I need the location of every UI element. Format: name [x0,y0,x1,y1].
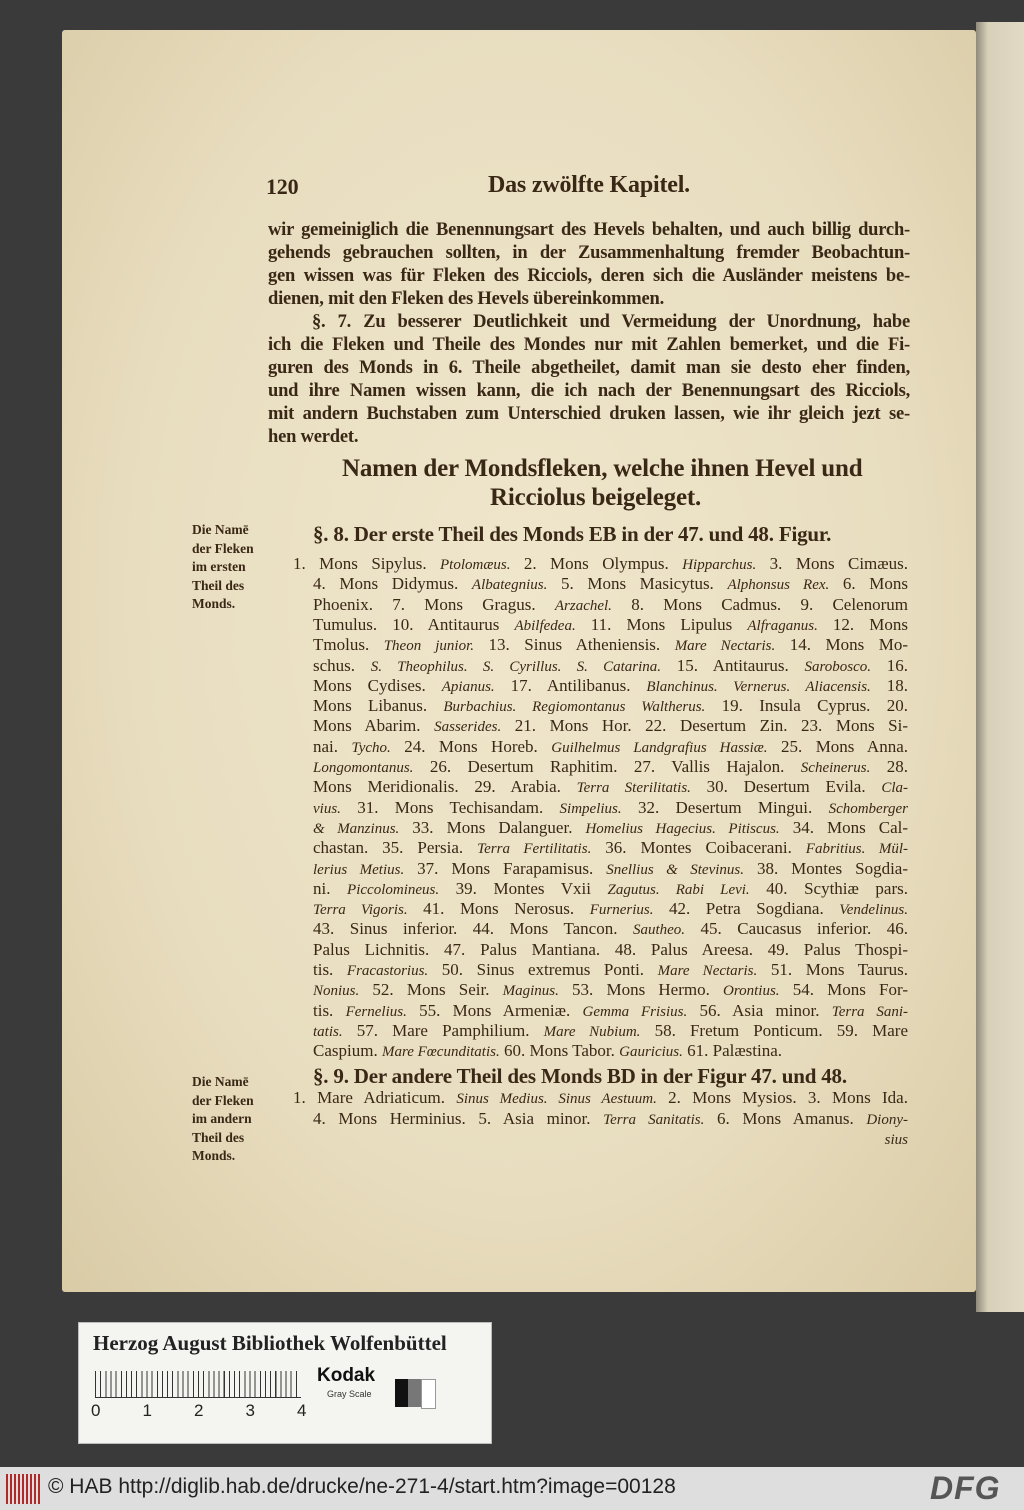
text-line: guren des Monds in 6. Theile abgetheilet, damit man sie desto eher finden, [268,358,910,378]
italic-name: Homelius Hagecius. Pitiscus. [585,820,780,837]
italic-name: Scheinerus. [800,760,871,776]
roman-name: 52. Mons Seir. [359,980,503,1000]
italic-name: Terra Sani- [831,1003,908,1020]
margin-note-line: der Fleken [192,1092,254,1108]
roman-name: 39. Montes Vxii [439,878,608,898]
ruler-number: 2 [194,1401,204,1420]
roman-name: 4. Mons Didymus. [313,574,472,594]
roman-name: 31. Mons Techisandam. [340,797,560,817]
italic-name: Fernelius. [345,1003,407,1020]
italic-name: Theon junior. [383,638,474,655]
italic-name: Mare Nubium. [543,1023,641,1040]
italic-name: Fracastorius. [346,963,429,979]
margin-note-line: Theil des [192,1129,245,1145]
italic-name: Maginus. [502,983,559,1000]
roman-name: 6. Mons Amanus. [704,1108,867,1128]
roman-name: 38. Montes Sogdia- [744,858,908,878]
italic-name: sius [884,1132,908,1148]
italic-name: lerius Metius. [313,861,405,878]
gray-patch-white [421,1379,436,1409]
italic-name: vius. [313,800,341,817]
italic-name: Guilhelmus Landgrafius Hassiæ. [551,739,768,756]
text-line: und ihre Namen wissen kann, die ich nach der Benennungsart des Ricciols, [268,381,910,401]
italic-name: & Manzinus. [313,820,400,837]
roman-name: tis. [313,1000,346,1020]
italic-name: Snellius & Stevinus. [606,861,744,878]
section-heading-line-2: Ricciolus beigeleget. [490,484,702,511]
roman-name: Mons Meridionalis. 29. Arabia. [313,777,577,797]
roman-name: Mons Cydises. [313,675,442,695]
roman-name: 5. Mons Masicytus. [547,574,728,594]
text-line [313,1129,908,1149]
section-8-title: §. 8. Der erste Theil des Monds EB in der 47. und 48. Figur. [313,522,832,546]
roman-name: 2. Mons Olympus. [510,554,683,573]
running-title: Das zwölfte Kapitel. [488,172,690,198]
italic-name: Vendelinus. [839,902,908,919]
roman-name: 50. Sinus extremus Ponti. [428,960,658,979]
roman-name: 51. Mons Taurus. [757,960,908,979]
italic-name: Burbachius. Regiomontanus Waltherus. [443,699,706,716]
text-line: gehends gebrauchen sollten, in der Zusammenhaltung fremder Beobachtun- [268,243,910,263]
roman-name: Tumulus. 10. Antitaurus [313,614,515,634]
text-line: gen wissen was für Fleken des Ricciols, deren sich die Ausländer meistens be- [268,266,910,286]
roman-name: 3. Mons Cimæus. [756,554,908,573]
roman-name: 17. Antilibanus. [494,675,647,695]
roman-name: chastan. 35. Persia. [313,838,478,858]
text-line: §. 7. Zu besserer Deutlichkeit und Vermeidung der Unordnung, habe [312,312,910,332]
roman-name: 56. Asia minor. [687,1000,832,1020]
roman-name: 45. Caucasus inferior. 46. [685,919,908,939]
margin-note-section-8 [192,521,254,614]
roman-name: 2. Mons Mysios. 3. Mons Ida. [656,1088,908,1107]
roman-name: 40. Scythiæ pars. [749,878,908,898]
italic-name: Sarobosco. [804,658,872,675]
roman-name: 30. Desertum Evila. [690,777,882,797]
text-line: hen werdet. [268,427,359,447]
roman-name: schus. [313,655,371,675]
roman-name: 36. Montes Coibacerani. [591,838,806,858]
text-line: dienen, mit den Fleken des Hevels übereinkommen. [268,289,665,309]
italic-name: Furnerius. [589,902,654,919]
italic-name: Simpelius. [559,800,622,817]
ruler-number: 3 [245,1401,255,1420]
italic-name: Alphonsus Rex. [727,577,830,594]
roman-name: Phoenix. 7. Mons Gragus. [313,594,555,614]
roman-name: 32. Desertum Mingui. [621,797,829,817]
italic-name: Diony- [866,1111,908,1128]
roman-name: 34. Mons Cal- [779,817,908,837]
roman-name: 6. Mons [829,574,908,594]
italic-name: Abilfedea. [514,617,576,634]
italic-name: Mare Fœcunditatis. [381,1044,500,1061]
roman-name: 58. Fretum Ponticum. 59. Mare [640,1020,908,1040]
italic-name: Nonius. [313,983,360,1000]
text-line [313,1041,908,1061]
roman-name: Tmolus. [313,635,384,655]
italic-name: Terra Sanitatis. [603,1111,705,1128]
margin-note-line: im andern [192,1111,252,1126]
roman-name: 19. Insula Cyprus. 20. [705,696,908,716]
dfg-logo: DFG [930,1470,1001,1506]
text-line: ich die Fleken und Theile des Mondes nur mit Zahlen bemerket, und die Fi- [268,335,910,355]
roman-name: Caspium. [313,1041,382,1061]
italic-name: Zagutus. Rabi Levi. [607,881,750,898]
text-line: mit andern Buchstaben zum Unterschied druken lassen, wie ihr gleich jezt se- [268,404,910,424]
margin-note-line: Theil des [192,577,245,593]
italic-name: Sautheo. [632,922,686,939]
ruler-number: 0 [91,1401,101,1420]
copyright-link[interactable]: © HAB http://diglib.hab.de/drucke/ne-271-4/start.htm?image=00128 [48,1475,676,1498]
italic-name: Sasserides. [434,719,502,736]
roman-name: 15. Antitaurus. [661,655,805,675]
italic-name: Orontius. [723,983,780,1000]
margin-note-line: Die Namē [192,522,249,537]
italic-name: Arzachel. [554,597,612,614]
kodak-logo: Kodak [317,1365,376,1386]
italic-name: Schomberger [828,800,908,817]
roman-name: 13. Sinus Atheniensis. [474,635,675,655]
italic-name: Mare Nectaris. [657,963,758,979]
roman-name: 18. [870,675,908,695]
roman-name: 26. Desertum Raphitim. 27. Vallis Hajalon. [413,757,801,776]
roman-name: 43. Sinus inferior. 44. Mons Tancon. [313,919,633,939]
margin-note-line: Monds. [192,596,236,611]
roman-name: Palus Lichnitis. 47. Palus Mantiana. 48. Palus Areesa. 49. Palus Thospi- [313,939,908,959]
ruler [95,1371,301,1398]
italic-name: Longomontanus. [313,760,414,776]
roman-name: 61. Palæstina. [682,1041,783,1061]
roman-name: 53. Mons Hermo. [558,980,724,1000]
library-name: Herzog August Bibliothek Wolfenbüttel [93,1331,447,1355]
italic-name: Terra Sterilitatis. [576,780,691,797]
italic-name: Tycho. [351,739,391,756]
italic-name: Hipparchus. [682,557,757,573]
roman-name: 41. Mons Nerosus. [407,899,590,919]
color-calibration-card [78,1322,492,1444]
italic-name: Fabritius. Mül- [805,841,908,858]
ruler-number: 1 [142,1401,152,1420]
facing-page-edge [976,22,1024,1312]
text-line: wir gemeiniglich die Benennungsart des Hevels behalten, und auch billig durch- [268,220,910,240]
roman-name: 42. Petra Sogdiana. [653,899,840,919]
italic-name: Terra Vigoris. [313,902,408,919]
roman-name: 57. Mare Pamphilium. [342,1020,544,1040]
roman-name: 8. Mons Cadmus. 9. Celenorum [611,594,908,614]
italic-name: Apianus. [441,678,495,695]
section-9-title: §. 9. Der andere Theil des Monds BD in der Figur 47. und 48. [313,1064,847,1088]
gray-scale-label: Gray Scale [327,1389,372,1399]
italic-name: Cla- [881,780,908,797]
roman-name: 24. Mons Horeb. [390,736,552,756]
roman-name: 4. Mons Herminius. 5. Asia minor. [313,1108,604,1128]
italic-name: Gemma Frisius. [582,1003,688,1020]
italic-name: Piccolomineus. [347,881,440,898]
italic-name: S. Theophilus. S. Cyrillus. S. Catarina. [370,658,662,675]
roman-name: 37. Mons Farapamisus. [404,858,607,878]
roman-name: 1. Mare Adriaticum. [293,1088,457,1107]
roman-name: 1. Mons Sipylus. [293,554,441,573]
roman-name: 12. Mons [817,614,908,634]
roman-name: 54. Mons For- [779,980,908,1000]
ruler-number: 4 [297,1401,307,1420]
roman-name: 21. Mons Hor. 22. Desertum Zin. 23. Mons Si- [501,716,908,736]
roman-name: tis. [313,960,347,979]
margin-note-section-9 [192,1073,254,1166]
hab-logo-icon [6,1474,40,1504]
footer-bar [0,1467,1024,1510]
italic-name: Albategnius. [471,577,548,594]
italic-name: Mare Nectaris. [674,638,776,655]
section-heading-line-1: Namen der Mondsfleken, welche ihnen Hevel und [342,455,863,482]
roman-name: 16. [871,655,908,675]
italic-name: Terra Fertilitatis. [477,841,592,858]
italic-name: Sinus Medius. Sinus Aestuum. [456,1091,657,1107]
italic-name: Ptolomæus. [440,557,511,573]
margin-note-line: im ersten [192,559,246,574]
italic-name: Blanchinus. Vernerus. Aliacensis. [646,678,871,695]
margin-note-line: Die Namē [192,1074,249,1089]
gray-patch-mid [408,1379,421,1407]
roman-name: ni. [313,878,348,898]
roman-name: 33. Mons Dalanguer. [399,817,586,837]
margin-note-line: der Fleken [192,540,254,556]
roman-name: 60. Mons Tabor. [499,1041,620,1061]
roman-name: 11. Mons Lipulus [575,614,748,634]
gray-patch-black [395,1379,408,1407]
margin-note-line: Monds. [192,1148,236,1163]
italic-name: Gauricius. [619,1044,683,1061]
roman-name: 55. Mons Armeniæ. [406,1000,583,1020]
roman-name: Mons Libanus. [313,696,444,716]
roman-name: 14. Mons Mo- [775,635,908,655]
italic-name: tatis. [313,1023,343,1040]
roman-name: 28. [870,757,908,776]
italic-name: Alfraganus. [747,617,818,634]
roman-name: 25. Mons Anna. [767,736,908,756]
page-number: 120 [266,174,299,199]
roman-name: Mons Abarim. [313,716,435,736]
roman-name: nai. [313,736,352,756]
